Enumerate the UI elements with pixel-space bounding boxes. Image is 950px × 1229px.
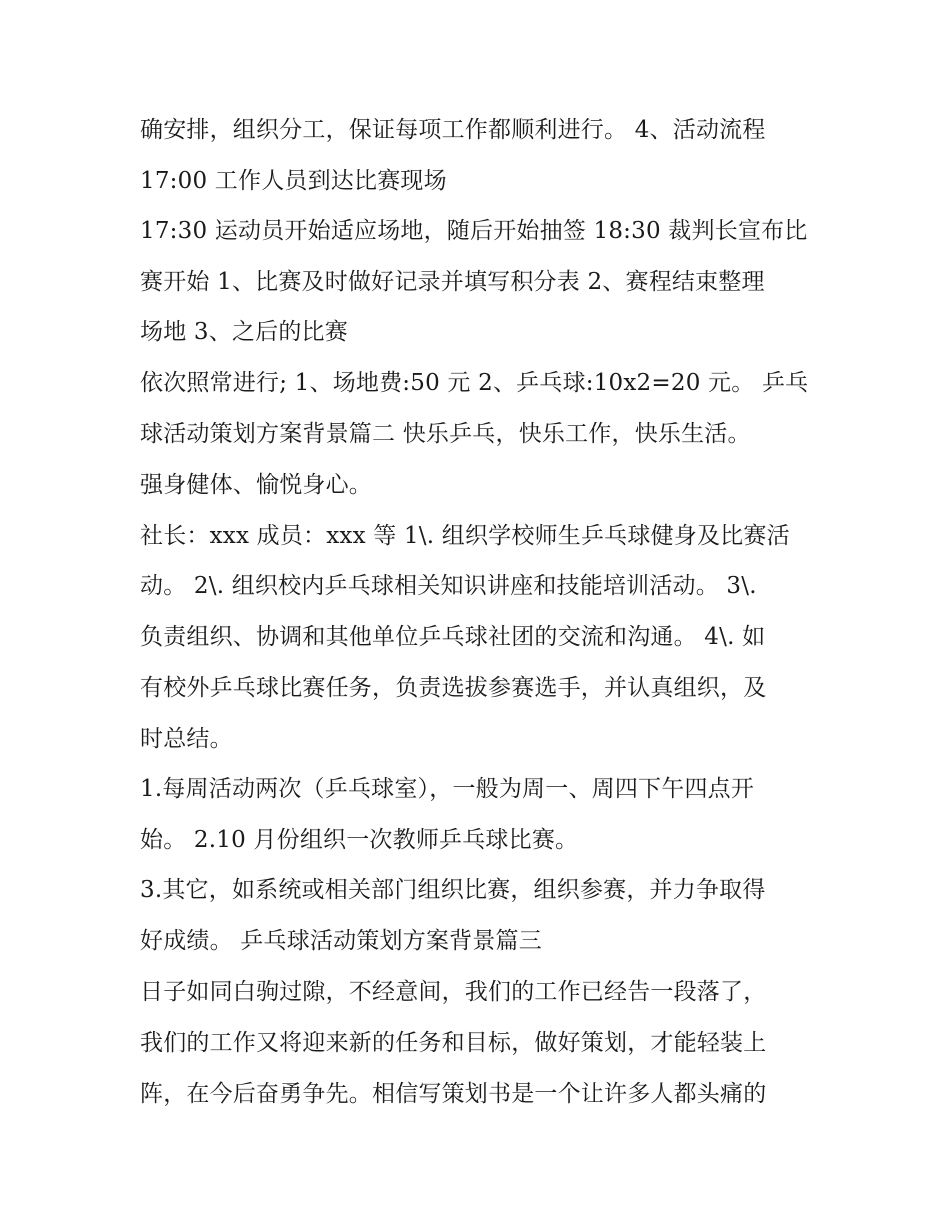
text-line: 强身健体、愉悦身心。 [140,472,372,498]
text-line: 场地 3、之后的比赛 [140,319,348,345]
text-line: 好成绩。 乒乓球活动策划方案背景篇三 [140,928,542,954]
text-line: 负责组织、协调和其他单位乒乓球社团的交流和沟通。 4\. 如 [140,624,766,650]
text-line: 17:00 工作人员到达比赛现场 [140,168,447,194]
text-line: 动。 2\. 组织校内乒乓球相关知识讲座和技能培训活动。 3\. [140,573,757,599]
text-line: 确安排，组织分工，保证每项工作都顺利进行。 4、活动流程 [140,117,766,143]
text-line: 3.其它，如系统或相关部门组织比赛，组织参赛，并力争取得 [140,877,766,903]
text-line: 有校外乒乓球比赛任务，负责选拔参赛选手，并认真组织，及 [140,675,767,701]
text-line: 阵，在今后奋勇争先。相信写策划书是一个让许多人都头痛的 [140,1081,767,1107]
text-line: 球活动策划方案背景篇二 快乐乒乓，快乐工作，快乐生活。 [140,421,751,447]
text-line: 日子如同白驹过隙，不经意间，我们的工作已经告一段落了， [140,979,767,1005]
text-line: 依次照常进行; 1、场地费:50 元 2、乒乓球:10x2=20 元。 乒乓 [140,370,809,396]
text-line: 17:30 运动员开始适应场地，随后开始抽签 18:30 裁判长宣布比 [140,218,808,244]
text-line: 时总结。 [140,726,233,752]
text-line: 赛开始 1、比赛及时做好记录并填写积分表 2、赛程结束整理 [140,269,765,295]
text-line: 我们的工作又将迎来新的任务和目标，做好策划，才能轻装上 [140,1030,767,1056]
text-line: 社长：xxx 成员：xxx 等 1\. 组织学校师生乒乓球健身及比赛活 [140,523,790,549]
text-line: 始。 2.10 月份组织一次教师乒乓球比赛。 [140,827,579,853]
text-line: 1.每周活动两次（乒乓球室），一般为周一、周四下午四点开 [140,776,755,802]
